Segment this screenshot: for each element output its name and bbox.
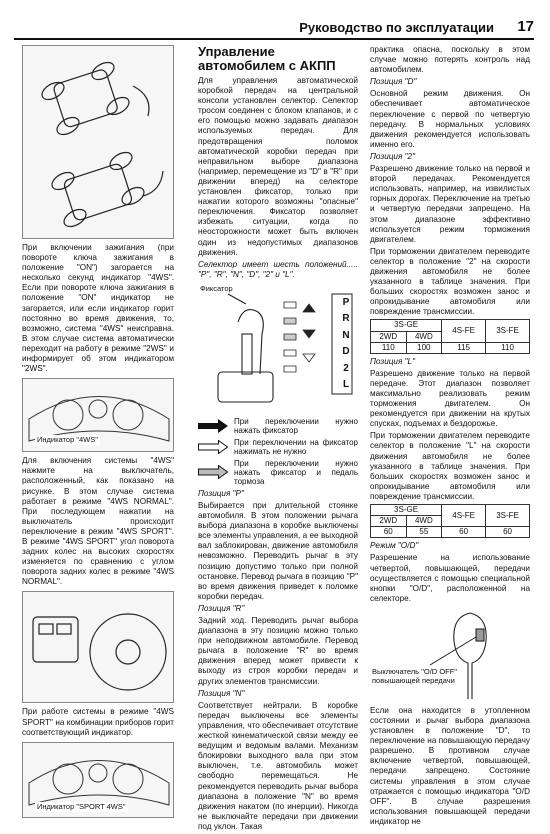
figure-caption-sport-4ws: Индикатор "SPORT 4WS" xyxy=(37,801,126,811)
paragraph-ignition: При включении зажигания (при повороте ключа зажигания в положение "ON") загорается на несколько секунд индикатор "4WS". Если при повороте ключа зажигания в положение "ON" индикатор не загорается, или если индикатор горит постоянно во время движения, то, возможно, система "4WS" неисправна. В этом случае система автоматически переходит на работу в режиме "2WS" и информирует об этом индикатором "2WS". xyxy=(22,243,174,374)
column-right xyxy=(370,45,530,829)
gear-letter-r: R xyxy=(342,313,350,325)
hatched-arrow-icon xyxy=(198,465,228,479)
position-2-text: Разрешено движение только на первой и второй передачах. Рекомендуется использовать, например, на извилистых горных дорогах. Переключение на третью и четвертую передачи запрещено. На этом диапазоне эффективно используется режим торможения двигателем. xyxy=(370,164,530,244)
figure-caption-4ws: Индикатор "4WS" xyxy=(37,435,98,445)
column-left xyxy=(22,45,174,818)
gear-lever-drawing xyxy=(198,282,358,414)
position-n-title: Позиция "N" xyxy=(198,688,245,698)
page-header xyxy=(14,18,534,40)
column-middle xyxy=(198,45,358,834)
position-l-text: Разрешено движение только на первой передаче. Этот диапазон позволяет максимально реализовать режим торможения двигателем. Он рекомендуется при движении на крутых спусках, подъемах и бездорожье. xyxy=(370,368,530,429)
figure-steering-switch xyxy=(22,591,174,703)
paragraph-selector: Для управления автоматической коробкой передач на центральной консоли установлен селектор. Селектор тросом соединен с блоком клапанов, и с его помощью можно задавать диапазон используемых передач. Для предотвращения поломок автоматической коробки передач при неправильном выборе диапазона (например, перемещение из "D" в "R" при движении вперед) на селекторе установлен фиксатор, только при нажатии которого возможны "опасные" переключения. Фиксатор позволяет избежать ситуации, когда по неосторожности может быть включен один из недопустимых диапазонов движения. xyxy=(198,76,358,257)
legend-item: При переключении нужно нажать фиксатор и педаль тормоза xyxy=(198,459,358,486)
figure-key-ignition xyxy=(22,45,174,239)
page-number: 17 xyxy=(517,18,534,35)
position-2-braking-text: При торможении двигателем переводите селектор в положение "2" на скорости движения автомобиля не более указанного в таблице значения. При больших скоростях возможен занос и опрокидывание автомобиля или повреждение трансмиссии. xyxy=(370,246,530,317)
position-d-text: Основной режим движения. Он обеспечивает автоматическое переключение с первой по четвертую передачу. В нормальных условиях движения рекомендуется использовать именно его. xyxy=(370,89,530,149)
paragraph-selector-positions: Селектор имеет шесть положений..... "P", "R", "N", "D", "2" и "L". xyxy=(198,259,358,279)
gear-letter-d: D xyxy=(342,346,350,358)
position-p-title: Позиция "P" xyxy=(198,488,244,498)
paragraph-continuation: практика опасна, поскольку в этом случае можно потерять контроль над автомобилем. xyxy=(370,45,530,75)
gear-letter-n: N xyxy=(342,329,350,341)
speed-table-position-2: 3S-GE 4S-FE 3S-FE 2WD 4WD 110 100 115 110 xyxy=(370,319,530,353)
od-switch-caption: Выключатель "O/D OFF" повышающей передачи xyxy=(372,666,457,685)
mode-od-text: Разрешение на использование четвертой, повышающей, передачи осуществляется с помощью специальной кнопки "O/D", расположенной на селекторе. xyxy=(370,553,530,603)
figure-gear-selector xyxy=(198,282,358,414)
figure-4ws-indicator xyxy=(22,378,174,452)
speed-table-position-l: 3S-GE 4S-FE 3S-FE 2WD 4WD 60 55 60 60 xyxy=(370,504,530,538)
legend-item: При переключении нужно нажать фиксатор xyxy=(198,417,358,435)
position-d-title: Позиция "D" xyxy=(370,77,417,87)
gear-letter-list xyxy=(338,295,354,394)
position-n-text: Соответствует нейтрали. В коробке передач выключены все элементы управления, что обеспечивает отсутствие жесткой кинематической связи между ее ведущим и ведомым валами. Механизм блокировки выходного вала при этом выключен, т.е. автомобиль может свободно перемещаться. Не рекомендуется переводить рычаг выбора диапазона в положение "N" во время движения накатом (по инерции). Никогда не выключайте передачи при движении под уклон. Такая xyxy=(198,700,358,831)
position-r-title: Позиция "R" xyxy=(198,603,245,613)
paragraph-4ws-switch: Для включения системы "4WS" нажмите на выключатель, расположенный, как показано на рисунке. В этом случае система работает в режиме "4WS NORMAL". При последующем нажатии на выключатель происходит переключение в режим "4WS SPORT". В режиме "4WS SPORT" угол поворота задних колес на высоких скоростях изменяется по сравнению с углом поворота задних колес в режиме "4WS NORMAL". xyxy=(22,456,174,587)
legend-item: При переключении на фиксатор нажимать не нужно xyxy=(198,438,358,456)
legend xyxy=(198,417,358,486)
car-wheels-illustration xyxy=(23,46,175,238)
fixer-label: Фиксатор xyxy=(200,283,233,293)
figure-sport-4ws-indicator xyxy=(22,742,174,818)
position-l-title: Позиция "L" xyxy=(370,356,416,366)
gear-letter-l: L xyxy=(342,379,350,391)
section-heading: Управление автомобилем с АКПП xyxy=(198,44,336,73)
position-r-text: Задний ход. Переводить рычаг выбора диапазона в эту позицию можно только при неподвижном автомобиле. Перевод рычага в положение "R" во время движения вперед может привести к выходу из строя коробки передач и других элементов трансмиссии. xyxy=(198,616,358,686)
gear-letter-2: 2 xyxy=(343,362,349,374)
paragraph-4ws-sport: При работе системы в режиме "4WS SPORT" на комбинации приборов горит соответствующий индикатор. xyxy=(22,707,174,737)
outline-arrow-icon xyxy=(198,440,228,454)
position-p-text: Выбирается при длительной стоянке автомобиля. В этом положении рычага выбора диапазона в коробке выключены все элементы управления, а ее выходной вал заблокирован, движение автомобиля невозможно. Переводить рычаг в эту позицию допустимо только при полной остановке. Перевод рычага в позицию "P" во время движения приведет к поломке коробки передач. xyxy=(198,500,358,601)
steering-wheel-icon xyxy=(23,592,175,702)
mode-od-title: Режим "O/D" xyxy=(370,541,419,551)
gear-letter-p: P xyxy=(342,296,350,308)
paragraph-od-final: Если она находится в утопленном состоянии и рычаг выбора диапазона установлен в положение "D", то переключение на повышающую передачу разрешено. В противном случае включение четвертой, повышающей, передачи запрещено. Состояние системы управления в этом случае отражается с помощью индикатора "O/D OFF". В случае разрешения использования повышающей передачи индикатор не xyxy=(370,705,530,826)
gear-knob-drawing xyxy=(370,607,530,703)
figure-od-switch xyxy=(370,607,530,703)
header-title: Руководство по эксплуатации xyxy=(299,20,494,35)
solid-arrow-icon xyxy=(198,419,228,433)
position-2-title: Позиция "2" xyxy=(370,151,416,161)
position-l-braking-text: При торможении двигателем переводите селектор в положение "L" на скорости движения автомобиля не более указанного в таблице значения. При больших скоростях возможен занос и опрокидывание автомобиля или повреждение трансмиссии. xyxy=(370,431,530,501)
